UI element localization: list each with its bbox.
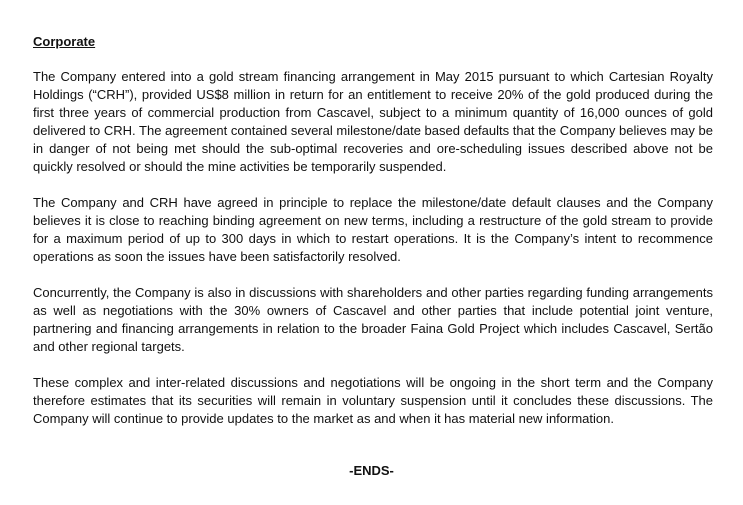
paragraph-crh-agreement: The Company and CRH have agreed in principle to replace the milestone/date default clauses and the Company believes it is close to reaching binding agreement on new terms, including a restructure of the gold stream to provide for a maximum period of up to 300 days in which to restart operations. It is the Company’s intent to recommence operations as soon the issues have been satisfactorily resolved.: [33, 195, 713, 264]
section-heading: Corporate: [33, 34, 96, 49]
ends-marker: -ENDS-: [349, 463, 394, 478]
paragraph-concurrent-discussions: Concurrently, the Company is also in discussions with shareholders and other parties regarding funding arrangements as well as negotiations with the 30% owners of Cascavel and other parties that include potential joint venture, partnering and financing arrangements in relation to the broader Faina Gold Project which includes Cascavel, Sertão and other regional targets.: [33, 285, 713, 354]
paragraph-suspension: These complex and inter-related discussions and negotiations will be ongoing in the short term and the Company therefore estimates that its securities will remain in voluntary suspension until it concludes these discussions. The Company will continue to provide updates to the market as and when it has material new information.: [33, 375, 713, 426]
paragraph-gold-stream: The Company entered into a gold stream financing arrangement in May 2015 pursuant to which Cartesian Royalty Holdings (“CRH”), provided US$8 million in return for an entitlement to receive 20% of the gold produced during the first three years of commercial production from Cascavel, subject to a minimum quantity of 16,000 ounces of gold delivered to CRH. The agreement contained several milestone/date based defaults that the Company believes may be in danger of not being met should the sub-optimal recoveries and ore-scheduling issues described above not be quickly resolved or should the mine activities be temporarily suspended.: [33, 69, 713, 174]
document-body: [33, 33, 713, 446]
